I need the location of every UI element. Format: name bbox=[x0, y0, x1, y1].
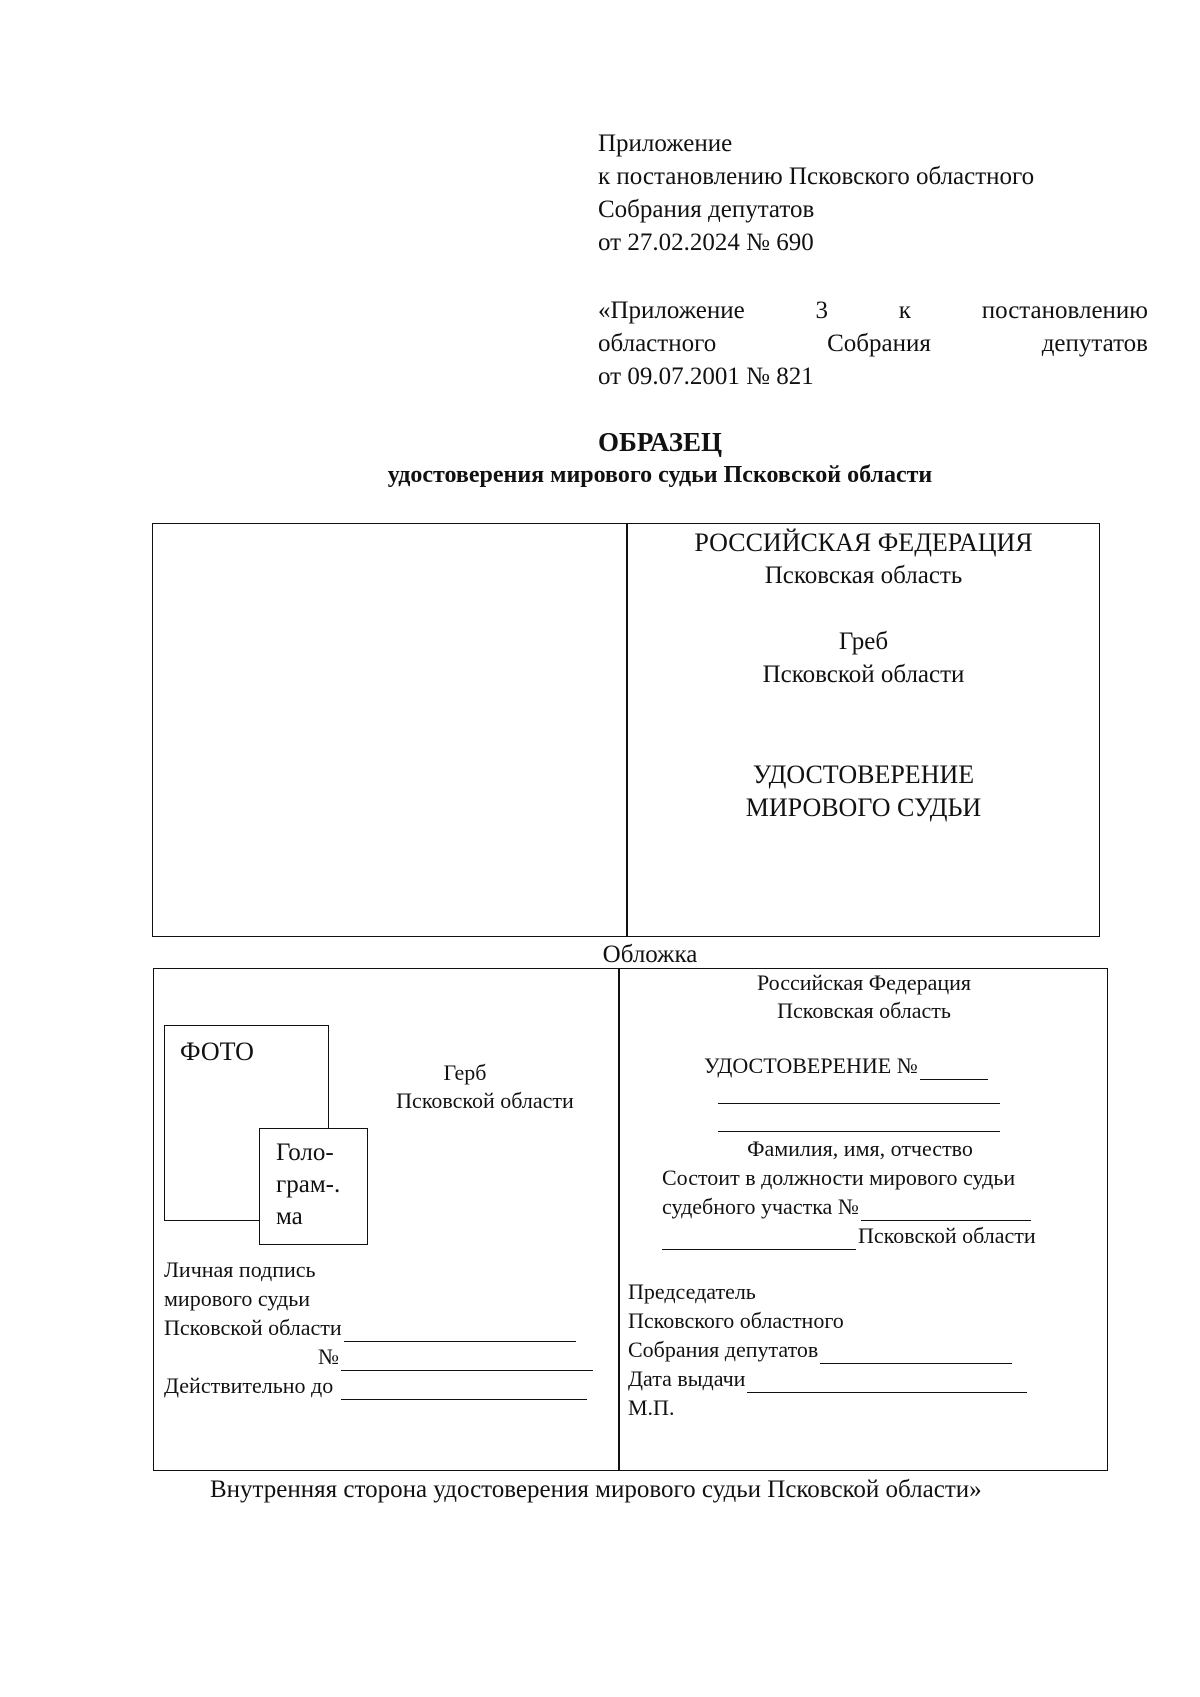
name-line-2[interactable] bbox=[718, 1131, 1000, 1132]
valid-label: Действительно до bbox=[164, 1373, 334, 1398]
cover-coat-label: Греб bbox=[838, 628, 889, 655]
cover-cert-subtitle: МИРОВОГО СУДЬИ bbox=[745, 793, 982, 822]
chair-row bbox=[628, 1335, 1012, 1364]
valid-line[interactable] bbox=[341, 1377, 587, 1400]
signature-region-label: Псковской области bbox=[164, 1315, 342, 1340]
cover-region: Псковская область bbox=[764, 562, 963, 589]
page-subtitle: удостоверения мирового судьи Псковской области bbox=[387, 462, 933, 488]
valid-row bbox=[164, 1371, 587, 1400]
hologram-line: ма bbox=[276, 1203, 303, 1230]
hologram-label bbox=[276, 1137, 340, 1233]
inner-country: Российская Федерация bbox=[756, 970, 972, 995]
hologram-line: Голо- bbox=[276, 1139, 334, 1166]
appendix-reference bbox=[598, 294, 1148, 393]
inner-coat-region: Псковской области bbox=[396, 1088, 574, 1113]
header-line: от 27.02.2024 № 690 bbox=[598, 229, 814, 256]
hologram-line: грам-. bbox=[276, 1171, 341, 1198]
cert-number-line[interactable] bbox=[920, 1057, 988, 1080]
signature-line[interactable] bbox=[344, 1319, 576, 1342]
cover-country: РОССИЙСКАЯ ФЕДЕРАЦИЯ bbox=[694, 528, 1033, 557]
appendix-header bbox=[598, 127, 1034, 259]
issue-label: Дата выдачи bbox=[628, 1366, 746, 1391]
inner-coat-label: Герб bbox=[443, 1060, 487, 1085]
reference-word: областного bbox=[598, 330, 717, 357]
header-line: Собрания депутатов bbox=[598, 196, 815, 223]
cover-caption: Обложка bbox=[602, 941, 698, 968]
signature-label: Личная подпись bbox=[164, 1257, 316, 1282]
photo-label: ФОТО bbox=[180, 1037, 254, 1066]
chair-signature-line[interactable] bbox=[820, 1341, 1012, 1364]
reference-word: к bbox=[898, 297, 911, 324]
cover-cert-title: УДОСТОВЕРЕНИЕ bbox=[752, 760, 975, 789]
page-title: ОБРАЗЕЦ bbox=[598, 427, 722, 457]
reference-word: «Приложение bbox=[598, 297, 745, 324]
issue-line[interactable] bbox=[747, 1370, 1027, 1393]
district-region-line[interactable] bbox=[662, 1227, 856, 1250]
reference-word: постановлению bbox=[981, 297, 1148, 324]
number-row bbox=[318, 1342, 593, 1371]
position-label: Состоит в должности мирового судьи bbox=[662, 1165, 1016, 1190]
signature-row bbox=[164, 1313, 576, 1342]
district-region-label: Псковской области bbox=[858, 1223, 1036, 1248]
inner-region: Псковская область bbox=[777, 998, 951, 1023]
chair-assembly-label: Собрания депутатов bbox=[628, 1337, 819, 1362]
name-line-1[interactable] bbox=[718, 1103, 1000, 1104]
reference-line-3: от 09.07.2001 № 821 bbox=[598, 363, 814, 390]
chair-label: Псковского областного bbox=[628, 1308, 844, 1333]
reference-line-2 bbox=[598, 327, 1148, 360]
reference-word: Собрания bbox=[827, 330, 931, 357]
district-line[interactable] bbox=[861, 1198, 1031, 1221]
header-line: Приложение bbox=[598, 130, 733, 157]
seal-label: М.П. bbox=[628, 1395, 675, 1420]
chair-label: Председатель bbox=[628, 1279, 756, 1304]
issue-row bbox=[628, 1364, 1027, 1393]
header-line: к постановлению Псковского областного bbox=[598, 163, 1035, 190]
cert-number-label: УДОСТОВЕРЕНИЕ № bbox=[704, 1053, 918, 1078]
reference-word: 3 bbox=[815, 297, 828, 324]
reference-line-1 bbox=[598, 294, 1148, 327]
cover-coat-region: Псковской области bbox=[762, 661, 965, 688]
signature-label: мирового судьи bbox=[164, 1286, 310, 1311]
cert-number-row bbox=[704, 1051, 988, 1080]
reference-word: депутатов bbox=[1041, 330, 1148, 357]
number-label: № bbox=[318, 1344, 339, 1369]
name-label: Фамилия, имя, отчество bbox=[747, 1136, 973, 1161]
inner-caption: Внутренняя сторона удостоверения мирового судьи Псковской области» bbox=[210, 1476, 982, 1503]
district-region-row bbox=[662, 1221, 1036, 1250]
district-row bbox=[662, 1192, 1031, 1221]
inner-divider bbox=[618, 968, 620, 1471]
district-label: судебного участка № bbox=[662, 1194, 859, 1219]
number-line[interactable] bbox=[341, 1348, 593, 1371]
